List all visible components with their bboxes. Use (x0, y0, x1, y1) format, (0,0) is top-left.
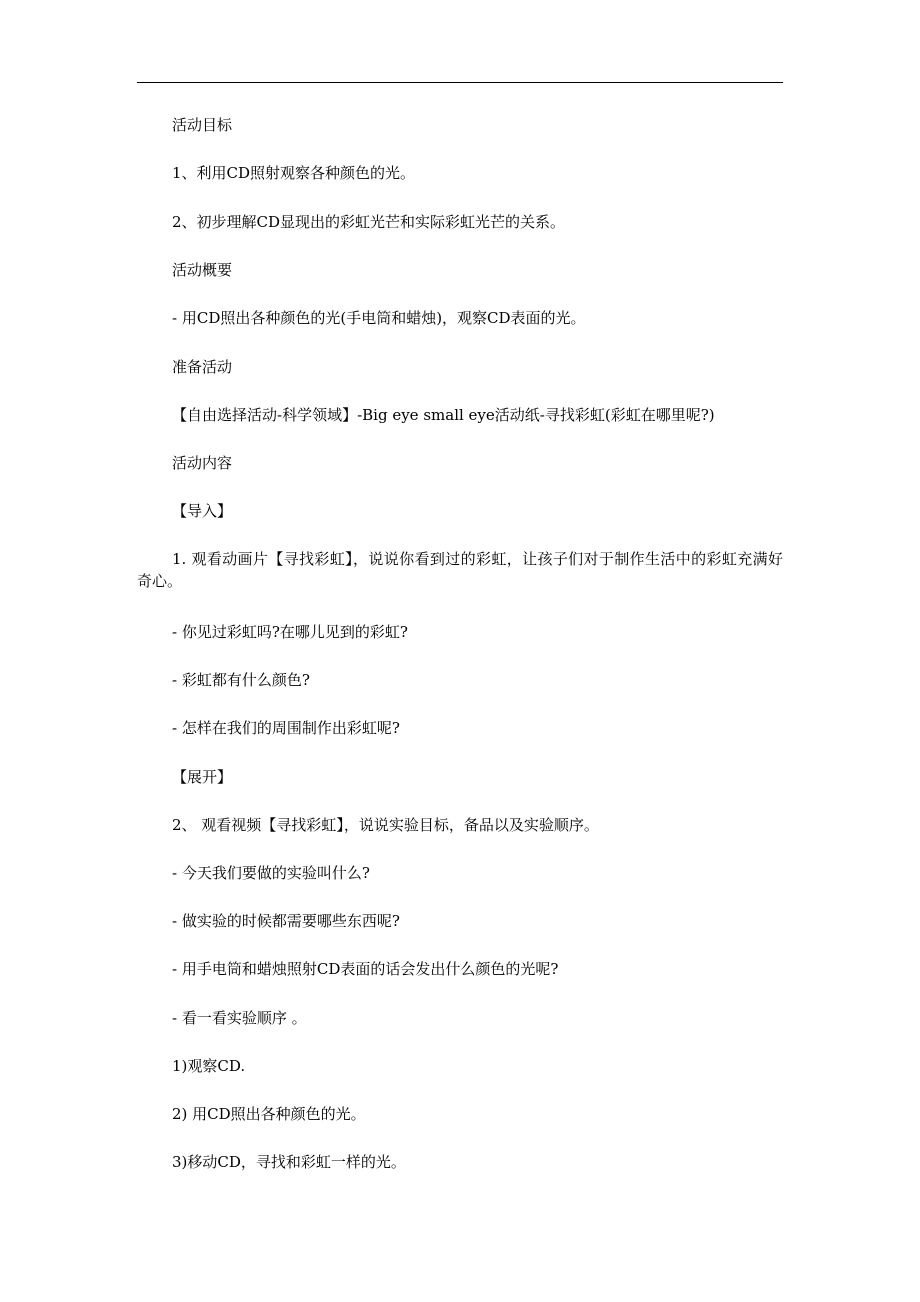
section-introduction: 【导入】 (172, 502, 233, 520)
procedure-step-1: 1)观察CD. (172, 1057, 246, 1075)
heading-preparation: 准备活动 (172, 358, 233, 376)
section-development: 【展开】 (172, 768, 233, 786)
preparation-item: 【自由选择活动-科学领域】-Big eye small eye活动纸-寻找彩虹(彩虹在哪里呢?) (172, 406, 715, 424)
procedure-step-3: 3)移动CD，寻找和彩虹一样的光。 (172, 1153, 406, 1171)
step-2-paragraph: 2、 观看视频【寻找彩虹】，说说实验目标，备品以及实验顺序。 (172, 816, 599, 834)
question-item: - 看一看实验顺序 。 (172, 1009, 307, 1027)
question-item: - 彩虹都有什么颜色? (172, 671, 310, 689)
question-item: - 做实验的时候都需要哪些东西呢? (172, 912, 400, 930)
question-item: - 今天我们要做的实验叫什么? (172, 864, 370, 882)
question-item: - 你见过彩虹吗?在哪儿见到的彩虹? (172, 623, 408, 641)
heading-activity-content: 活动内容 (172, 454, 233, 472)
heading-activity-overview: 活动概要 (172, 261, 233, 279)
question-item: - 用手电筒和蜡烛照射CD表面的话会发出什么颜色的光呢? (172, 960, 559, 978)
procedure-step-2: 2) 用CD照出各种颜色的光。 (172, 1105, 366, 1123)
goal-item-2: 2、初步理解CD显现出的彩虹光芒和实际彩虹光芒的关系。 (172, 213, 566, 231)
goal-item-1: 1、利用CD照射观察各种颜色的光。 (172, 164, 416, 182)
heading-activity-goals: 活动目标 (172, 116, 233, 134)
header-rule (137, 82, 783, 83)
question-item: - 怎样在我们的周围制作出彩虹呢? (172, 719, 400, 737)
step-1-paragraph: 1. 观看动画片【寻找彩虹】，说说你看到过的彩虹，让孩子们对于制作生活中的彩虹充满好奇心。 (137, 550, 783, 590)
overview-item: - 用CD照出各种颜色的光(手电筒和蜡烛)，观察CD表面的光。 (172, 309, 586, 327)
